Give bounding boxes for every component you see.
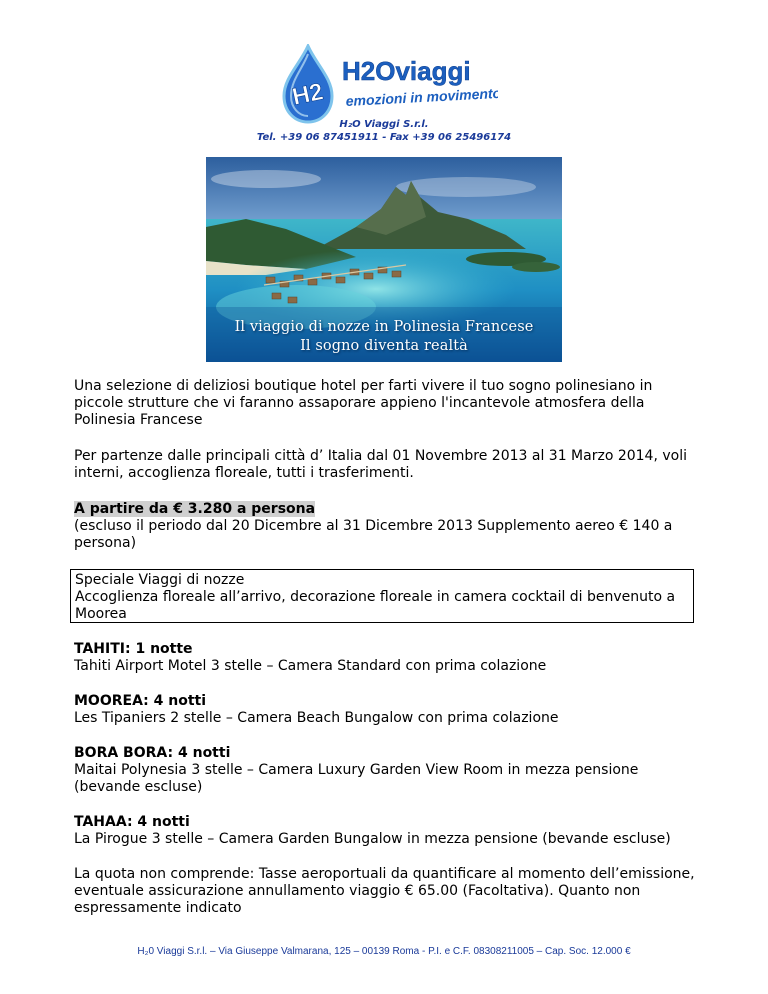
special-offer-text: Accoglienza floreale all’arrivo, decorazione floreale in camera cocktail di benvenuto a Moorea [75,589,676,622]
departures-paragraph: Per partenze dalle principali città d’ Italia dal 01 Novembre 2013 al 31 Marzo 2014, voli interni, accoglienza floreale, tutti i trasferimenti. [74,448,687,481]
stop-detail: Maitai Polynesia 3 stelle – Camera Luxury Garden View Room in mezza pensione (bevande escluse) [74,762,639,795]
stop-detail: La Pirogue 3 stelle – Camera Garden Bungalow in mezza pensione (bevande escluse) [74,831,671,847]
itinerary-stop-tahaa [74,814,704,848]
itinerary-stop-moorea [74,693,704,727]
price-note: (escluso il periodo dal 20 Dicembre al 31 Dicembre 2013 Supplemento aereo € 140 a persona) [74,518,673,551]
hero-image [206,157,562,362]
price-block [74,501,704,552]
logo-graphic [278,44,498,124]
special-offer-title: Speciale Viaggi di nozze [75,572,245,588]
logo-badge-text: H2 [289,78,326,111]
company-contacts: Tel. +39 06 87451911 - Fax +39 06 25496174 [256,132,512,143]
logo-tagline: emozioni in movimento [345,84,498,109]
stop-title: MOOREA: 4 notti [74,693,207,709]
logo-brand-text: H2Oviaggi [342,56,471,86]
stop-title: TAHITI: 1 notte [74,641,193,657]
special-offer-box [70,569,694,623]
stop-title: BORA BORA: 4 notti [74,745,231,761]
intro-paragraph: Una selezione di deliziosi boutique hotel per farti vivere il tuo sogno polinesiano in piccole strutture che vi faranno assaporare appieno l'incantevole atmosfera della Polinesia Francese [74,378,653,428]
stop-detail: Les Tipaniers 2 stelle – Camera Beach Bungalow con prima colazione [74,710,559,726]
company-name: H₂O Viaggi S.r.l. [339,119,429,130]
h2o-viaggi-logo [278,44,498,124]
hero-caption-line1: Il viaggio di nozze in Polinesia Francese [234,319,534,335]
stop-detail: Tahiti Airport Motel 3 stelle – Camera Standard con prima colazione [74,658,547,674]
hero-caption-line2: Il sogno diventa realtà [300,338,468,354]
footer-company-info: H₂0 Viaggi S.r.l. – Via Giuseppe Valmarana, 125 – 00139 Roma - P.I. e C.F. 08308211005 – Cap. Soc. 12.000 € [137,946,631,957]
itinerary-stop-bora-bora [74,745,704,796]
stop-title: TAHAA: 4 notti [74,814,190,830]
price-highlight: A partire da € 3.280 a persona [74,501,316,517]
exclusions-paragraph: La quota non comprende: Tasse aeroportuali da quantificare al momento dell’emissione, eventuale assicurazione annullamento viaggio € 65.00 (Facoltativa). Quanto non espressamente indicato [74,866,695,916]
itinerary-stop-tahiti [74,641,704,675]
